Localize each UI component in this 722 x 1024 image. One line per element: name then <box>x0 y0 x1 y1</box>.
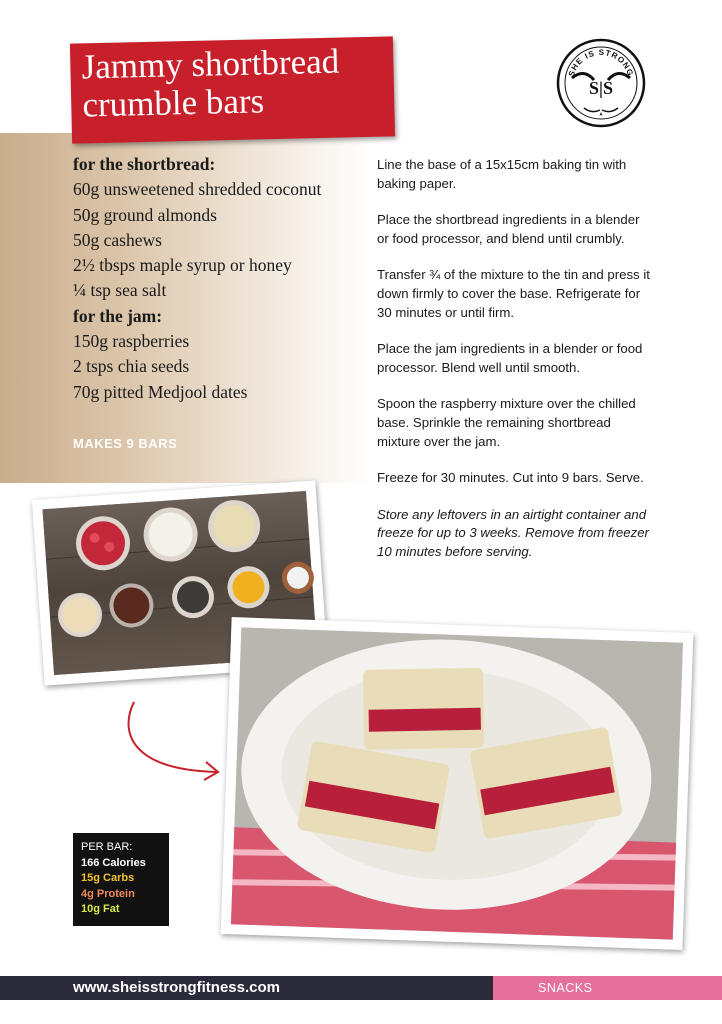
method-step: Place the jam ingredients in a blender or food processor. Blend well until smooth. <box>377 341 643 375</box>
nutrition-fat: 10g Fat <box>81 903 120 915</box>
ingredient-item: 70g pitted Medjool dates <box>73 381 248 402</box>
yield-label: MAKES 9 BARS <box>73 436 178 451</box>
curved-arrow-icon <box>120 700 230 790</box>
ingredient-heading-shortbread: for the shortbread: <box>73 154 216 174</box>
ingredient-item: ¼ tsp sea salt <box>73 280 167 301</box>
finished-bars-photo <box>221 617 694 950</box>
nutrition-calories: 166 Calories <box>81 856 146 869</box>
footer-right <box>493 976 722 1000</box>
she-is-strong-logo-icon <box>556 38 646 128</box>
logo-monogram: S|S <box>589 78 613 98</box>
nutrition-box <box>73 833 169 926</box>
ingredient-heading-jam: for the jam: <box>73 305 163 326</box>
ingredient-item: 50g cashews <box>73 229 162 250</box>
method-step: Line the base of a 15x15cm baking tin with baking paper. <box>377 157 627 191</box>
nutrition-protein: 4g Protein <box>81 887 135 900</box>
footer-left <box>0 976 493 1000</box>
ingredient-item: 60g unsweetened shredded coconut <box>73 179 322 200</box>
method-step: Spoon the raspberry mixture over the chilled base. Sprinkle the remaining shortbread mixture over the jam. <box>377 396 636 449</box>
nutrition-header: PER BAR: <box>81 841 133 853</box>
method-step: Transfer ¾ of the mixture to the tin and press it down firmly to cover the base. Refrigerate for 30 minutes or until firm. <box>377 267 650 320</box>
section-label: SNACKS <box>538 981 593 995</box>
nutrition-carbs: 15g Carbs <box>81 872 135 884</box>
method-steps <box>377 156 652 580</box>
method-step: Place the shortbread ingredients in a blender or food processor, and blend until crumbly. <box>377 212 640 246</box>
website-link[interactable]: www.sheisstrongfitness.com <box>73 979 280 996</box>
logo-text: SHE IS STRONG <box>566 47 636 78</box>
ingredient-item: 2 tsps chia seeds <box>73 356 190 377</box>
ingredient-item: 50g ground almonds <box>73 204 217 225</box>
ingredient-list <box>73 152 368 405</box>
footer-bar <box>0 976 722 1000</box>
recipe-title: Jammy shortbread crumble bars <box>81 41 340 125</box>
ingredient-item: 150g raspberries <box>73 331 190 352</box>
ingredient-item: 2½ tbsps maple syrup or honey <box>73 255 292 276</box>
method-step: Freeze for 30 minutes. Cut into 9 bars. Serve. <box>377 470 644 486</box>
storage-tip: Store any leftovers in an airtight container and freeze for up to 3 weeks. Remove from freezer 10 minutes before serving. <box>377 506 649 559</box>
